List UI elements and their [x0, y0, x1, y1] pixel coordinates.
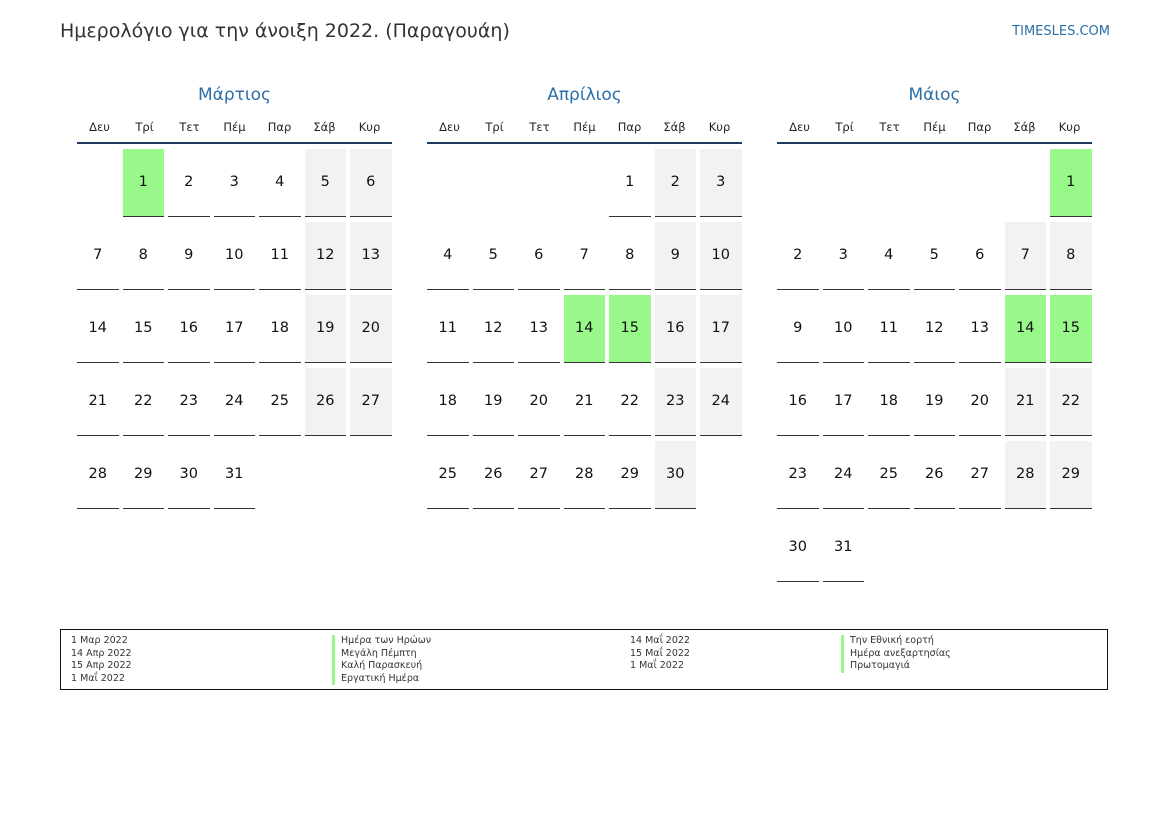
legend-holiday-name: Ημέρα ανεξαρτησίας [841, 648, 951, 661]
day-cell: 29 [609, 441, 651, 509]
day-cell: 4 [259, 149, 301, 217]
day-cell: 2 [655, 149, 697, 217]
day-cell: 27 [350, 368, 392, 436]
day-cell: 15 [123, 295, 165, 363]
holiday-day-cell: 1 [123, 149, 165, 217]
month-1 [77, 82, 392, 482]
day-cell: 20 [518, 368, 560, 436]
day-cell: 22 [123, 368, 165, 436]
day-cell: 30 [168, 441, 210, 509]
day-cell: 17 [214, 295, 256, 363]
header-rule [427, 142, 742, 144]
day-cell: 22 [609, 368, 651, 436]
holiday-day-cell: 14 [1005, 295, 1047, 363]
day-cell: 8 [609, 222, 651, 290]
weekday-label: Τρί [485, 120, 504, 134]
day-cell: 19 [473, 368, 515, 436]
day-cell: 13 [350, 222, 392, 290]
legend-holiday-name: Ημέρα των Ηρώων [332, 635, 431, 648]
holiday-day-cell: 14 [564, 295, 606, 363]
day-cell: 9 [777, 295, 819, 363]
day-cell: 6 [350, 149, 392, 217]
legend-names-col-2 [841, 635, 951, 673]
day-cell: 9 [168, 222, 210, 290]
weekday-label: Κυρ [708, 120, 731, 134]
day-cell: 28 [564, 441, 606, 509]
day-cell: 11 [259, 222, 301, 290]
month-3 [777, 82, 1092, 555]
weekday-label: Κυρ [358, 120, 381, 134]
day-cell: 21 [77, 368, 119, 436]
day-cell: 27 [518, 441, 560, 509]
day-cell: 31 [823, 514, 865, 582]
holiday-legend [60, 629, 1108, 690]
legend-date: 1 Μαΐ 2022 [630, 660, 684, 671]
day-cell: 28 [77, 441, 119, 509]
day-cell: 1 [609, 149, 651, 217]
weekday-label: Παρ [617, 120, 642, 134]
holiday-day-cell: 15 [609, 295, 651, 363]
day-cell: 11 [427, 295, 469, 363]
legend-holiday-name: Πρωτομαγιά [841, 660, 951, 673]
header-rule [77, 142, 392, 144]
weekday-label: Κυρ [1058, 120, 1081, 134]
legend-names-col-1 [332, 635, 431, 685]
day-cell: 6 [959, 222, 1001, 290]
page-title: Ημερολόγιο για την άνοιξη 2022. (Παραγουάη) [60, 20, 510, 42]
weekday-label: Δευ [439, 120, 460, 134]
day-cell: 29 [123, 441, 165, 509]
weekday-label: Τρί [135, 120, 154, 134]
weekday-label: Παρ [967, 120, 992, 134]
legend-holiday-name: Καλή Παρασκευή [332, 660, 431, 673]
day-cell: 13 [518, 295, 560, 363]
weekday-label: Τετ [529, 120, 550, 134]
legend-holiday-name: Μεγάλη Πέμπτη [332, 648, 431, 661]
day-cell: 31 [214, 441, 256, 509]
day-cell: 23 [777, 441, 819, 509]
day-cell: 16 [777, 368, 819, 436]
day-cell: 20 [350, 295, 392, 363]
day-cell: 13 [959, 295, 1001, 363]
day-cell: 23 [655, 368, 697, 436]
day-cell: 25 [427, 441, 469, 509]
weekday-label: Σάβ [1013, 120, 1036, 134]
day-cell: 5 [473, 222, 515, 290]
day-cell: 11 [868, 295, 910, 363]
day-cell: 2 [168, 149, 210, 217]
weekday-label: Σάβ [663, 120, 686, 134]
legend-dates-col-2 [630, 635, 690, 673]
day-cell: 30 [777, 514, 819, 582]
weekday-header [427, 114, 742, 140]
day-cell: 25 [868, 441, 910, 509]
day-cell: 24 [214, 368, 256, 436]
header-rule [777, 142, 1092, 144]
weekday-label: Σάβ [313, 120, 336, 134]
weekday-label: Τετ [179, 120, 200, 134]
day-cell: 18 [868, 368, 910, 436]
day-cell: 3 [823, 222, 865, 290]
weekday-header [77, 114, 392, 140]
day-cell: 28 [1005, 441, 1047, 509]
weekday-label: Πέμ [573, 120, 596, 134]
legend-holiday-name: Εργατική Ημέρα [332, 673, 431, 686]
weekday-label: Πέμ [923, 120, 946, 134]
day-cell: 12 [473, 295, 515, 363]
day-cell: 14 [77, 295, 119, 363]
weekday-label: Τετ [879, 120, 900, 134]
day-cell: 5 [914, 222, 956, 290]
day-cell: 5 [305, 149, 347, 217]
day-cell: 10 [214, 222, 256, 290]
day-cell: 17 [700, 295, 742, 363]
day-cell: 3 [214, 149, 256, 217]
day-cell: 30 [655, 441, 697, 509]
day-cell: 17 [823, 368, 865, 436]
day-cell: 16 [655, 295, 697, 363]
legend-date: 15 Μαΐ 2022 [630, 647, 690, 659]
month-name: Μάιος [908, 85, 961, 105]
day-cell: 27 [959, 441, 1001, 509]
legend-date: 15 Απρ 2022 [71, 660, 132, 671]
legend-date: 1 Μαρ 2022 [71, 635, 128, 646]
day-cell: 22 [1050, 368, 1092, 436]
day-cell: 19 [914, 368, 956, 436]
day-cell: 12 [305, 222, 347, 290]
day-cell: 6 [518, 222, 560, 290]
day-cell: 29 [1050, 441, 1092, 509]
day-cell: 7 [1005, 222, 1047, 290]
weekday-label: Δευ [789, 120, 810, 134]
day-cell: 12 [914, 295, 956, 363]
day-cell: 20 [959, 368, 1001, 436]
day-cell: 24 [823, 441, 865, 509]
month-name: Μάρτιος [197, 85, 272, 105]
day-cell: 3 [700, 149, 742, 217]
day-cell: 26 [473, 441, 515, 509]
day-cell: 19 [305, 295, 347, 363]
day-cell: 7 [564, 222, 606, 290]
day-cell: 8 [1050, 222, 1092, 290]
day-cell: 10 [700, 222, 742, 290]
day-cell: 24 [700, 368, 742, 436]
weekday-label: Δευ [89, 120, 110, 134]
day-cell: 9 [655, 222, 697, 290]
month-name: Απρίλιος [547, 85, 622, 105]
day-cell: 4 [427, 222, 469, 290]
day-cell: 16 [168, 295, 210, 363]
month-2 [427, 82, 742, 482]
day-cell: 10 [823, 295, 865, 363]
holiday-day-cell: 1 [1050, 149, 1092, 217]
legend-date: 1 Μαΐ 2022 [71, 672, 125, 684]
day-cell: 4 [868, 222, 910, 290]
legend-date: 14 Απρ 2022 [71, 647, 132, 659]
day-cell: 26 [914, 441, 956, 509]
day-cell: 18 [259, 295, 301, 363]
day-cell: 2 [777, 222, 819, 290]
legend-holiday-name: Την Εθνική εορτή [841, 635, 951, 648]
day-cell: 21 [1005, 368, 1047, 436]
site-link[interactable]: TIMESLES.COM [1012, 24, 1110, 39]
day-cell: 21 [564, 368, 606, 436]
weekday-label: Τρί [835, 120, 854, 134]
weekday-label: Πέμ [223, 120, 246, 134]
weekday-header [777, 114, 1092, 140]
day-cell: 25 [259, 368, 301, 436]
day-cell: 7 [77, 222, 119, 290]
day-cell: 8 [123, 222, 165, 290]
holiday-day-cell: 15 [1050, 295, 1092, 363]
day-cell: 23 [168, 368, 210, 436]
legend-dates-col-1 [71, 635, 132, 685]
weekday-label: Παρ [267, 120, 292, 134]
day-cell: 18 [427, 368, 469, 436]
day-cell: 26 [305, 368, 347, 436]
legend-date: 14 Μαΐ 2022 [630, 635, 690, 646]
